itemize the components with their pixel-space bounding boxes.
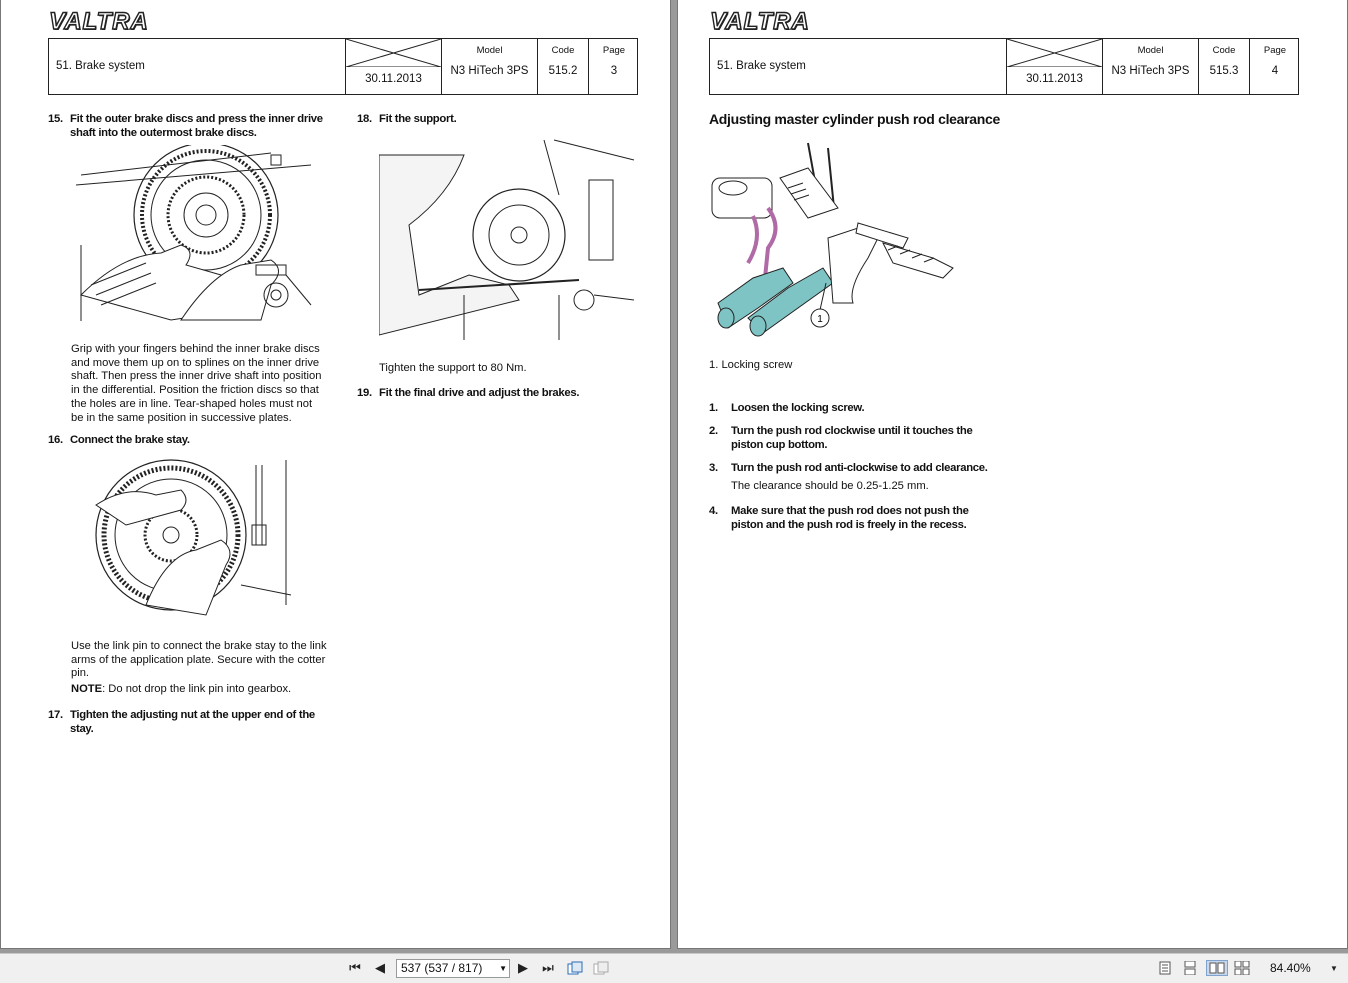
model-label: Model: [476, 45, 503, 56]
brake-disc-illustration: [71, 145, 316, 323]
continuous-icon[interactable]: [1181, 960, 1199, 976]
step-15-description: Grip with your fingers behind the inner brake discs and move them up on to splines on the inner drive shaft. Then press the inner drive shaft into position in the differential. Position the friction discs so that the holes are in line. Tear-shaped holes must not be in the same position in successive plates.: [71, 343, 322, 424]
figure-legend: 1. Locking screw: [709, 359, 793, 371]
step-number: 3.: [709, 462, 718, 474]
continuous-facing-icon[interactable]: [1233, 960, 1251, 976]
next-view-icon[interactable]: [592, 960, 610, 976]
step-number: 1.: [709, 402, 718, 414]
previous-view-icon[interactable]: [566, 960, 584, 976]
valtra-logo: VALTRA: [710, 8, 810, 35]
page-value: 4: [1271, 65, 1279, 77]
valtra-logo: VALTRA: [49, 8, 149, 35]
step-number: 17.: [48, 709, 63, 721]
header-page-cell: [588, 39, 639, 94]
step-text: Loosen the locking screw.: [731, 402, 865, 414]
step-3-description: The clearance should be 0.25-1.25 mm.: [731, 480, 929, 492]
chevron-down-icon[interactable]: ▼: [499, 964, 507, 973]
step-text: Connect the brake stay.: [70, 434, 190, 446]
code-label: Code: [1212, 45, 1236, 56]
page-header-table: [709, 38, 1299, 95]
header-system: 51. Brake system: [717, 60, 806, 72]
page-label: Page: [602, 45, 626, 56]
header-system: 51. Brake system: [56, 60, 145, 72]
first-page-icon[interactable]: ⏮: [349, 960, 361, 975]
step-text: Fit the outer brake discs and press the inner drive shaft into the outermost brake discs.: [70, 113, 323, 139]
note-label: NOTE: [71, 683, 103, 695]
cross-box-icon: [346, 39, 441, 67]
callout-number: 1: [817, 314, 823, 325]
step-text: Fit the final drive and adjust the brakes.: [379, 387, 580, 399]
header-model-cell: [1102, 39, 1198, 94]
page-number-field[interactable]: [396, 959, 510, 978]
model-value: N3 HiTech 3PS: [450, 65, 529, 77]
code-value: 515.3: [1209, 65, 1239, 77]
step-number: 19.: [357, 387, 372, 399]
step-number: 4.: [709, 505, 718, 517]
step-text: Turn the push rod clockwise until it touches the piston cup bottom.: [731, 425, 973, 451]
page-header-table: [48, 38, 638, 95]
step-16-description: Use the link pin to connect the brake stay to the link arms of the application plate. Secure with the cotter pin.: [71, 640, 327, 680]
page-number-value: 537 (537 / 817): [401, 961, 483, 975]
step-number: 16.: [48, 434, 63, 446]
viewer-toolbar: [0, 953, 1348, 983]
step-number: 15.: [48, 113, 63, 125]
note-text: : Do not drop the link pin into gearbox.: [102, 683, 292, 695]
page-label: Page: [1263, 45, 1287, 56]
code-value: 515.2: [548, 65, 578, 77]
brake-stay-illustration: [86, 455, 296, 620]
note: [71, 683, 341, 697]
step-number: 18.: [357, 113, 372, 125]
header-date: 30.11.2013: [365, 73, 422, 85]
prev-page-icon[interactable]: ◀: [375, 960, 385, 975]
code-label: Code: [551, 45, 575, 56]
cross-box-icon: [1007, 39, 1102, 67]
header-code-cell: [537, 39, 588, 94]
section-title: Adjusting master cylinder push rod clearance: [709, 111, 1000, 127]
zoom-dropdown-icon[interactable]: ▼: [1330, 963, 1338, 973]
step-text: Tighten the adjusting nut at the upper end of the stay.: [70, 709, 315, 735]
step-18-description: Tighten the support to 80 Nm.: [379, 362, 527, 374]
zoom-level[interactable]: 84.40%: [1270, 961, 1311, 975]
step-text: Turn the push rod anti-clockwise to add clearance.: [731, 462, 988, 474]
document-page-left: [1, 0, 670, 948]
document-page-right: [678, 0, 1347, 948]
step-text: Fit the support.: [379, 113, 457, 125]
model-label: Model: [1137, 45, 1164, 56]
header-cross-cell: [1006, 39, 1102, 94]
header-cross-cell: [345, 39, 441, 94]
support-illustration: [379, 135, 635, 340]
last-page-icon[interactable]: ⏭: [542, 960, 554, 975]
facing-icon[interactable]: [1206, 960, 1228, 976]
step-text: Make sure that the push rod does not push the piston and the push rod is freely in the recess.: [731, 505, 969, 531]
master-cylinder-illustration: [708, 138, 963, 338]
header-code-cell: [1198, 39, 1249, 94]
page-value: 3: [610, 65, 618, 77]
header-date: 30.11.2013: [1026, 73, 1083, 85]
header-page-cell: [1249, 39, 1300, 94]
model-value: N3 HiTech 3PS: [1111, 65, 1190, 77]
next-page-icon[interactable]: ▶: [518, 960, 528, 975]
header-model-cell: [441, 39, 537, 94]
single-page-icon[interactable]: [1156, 960, 1174, 976]
step-number: 2.: [709, 425, 718, 437]
